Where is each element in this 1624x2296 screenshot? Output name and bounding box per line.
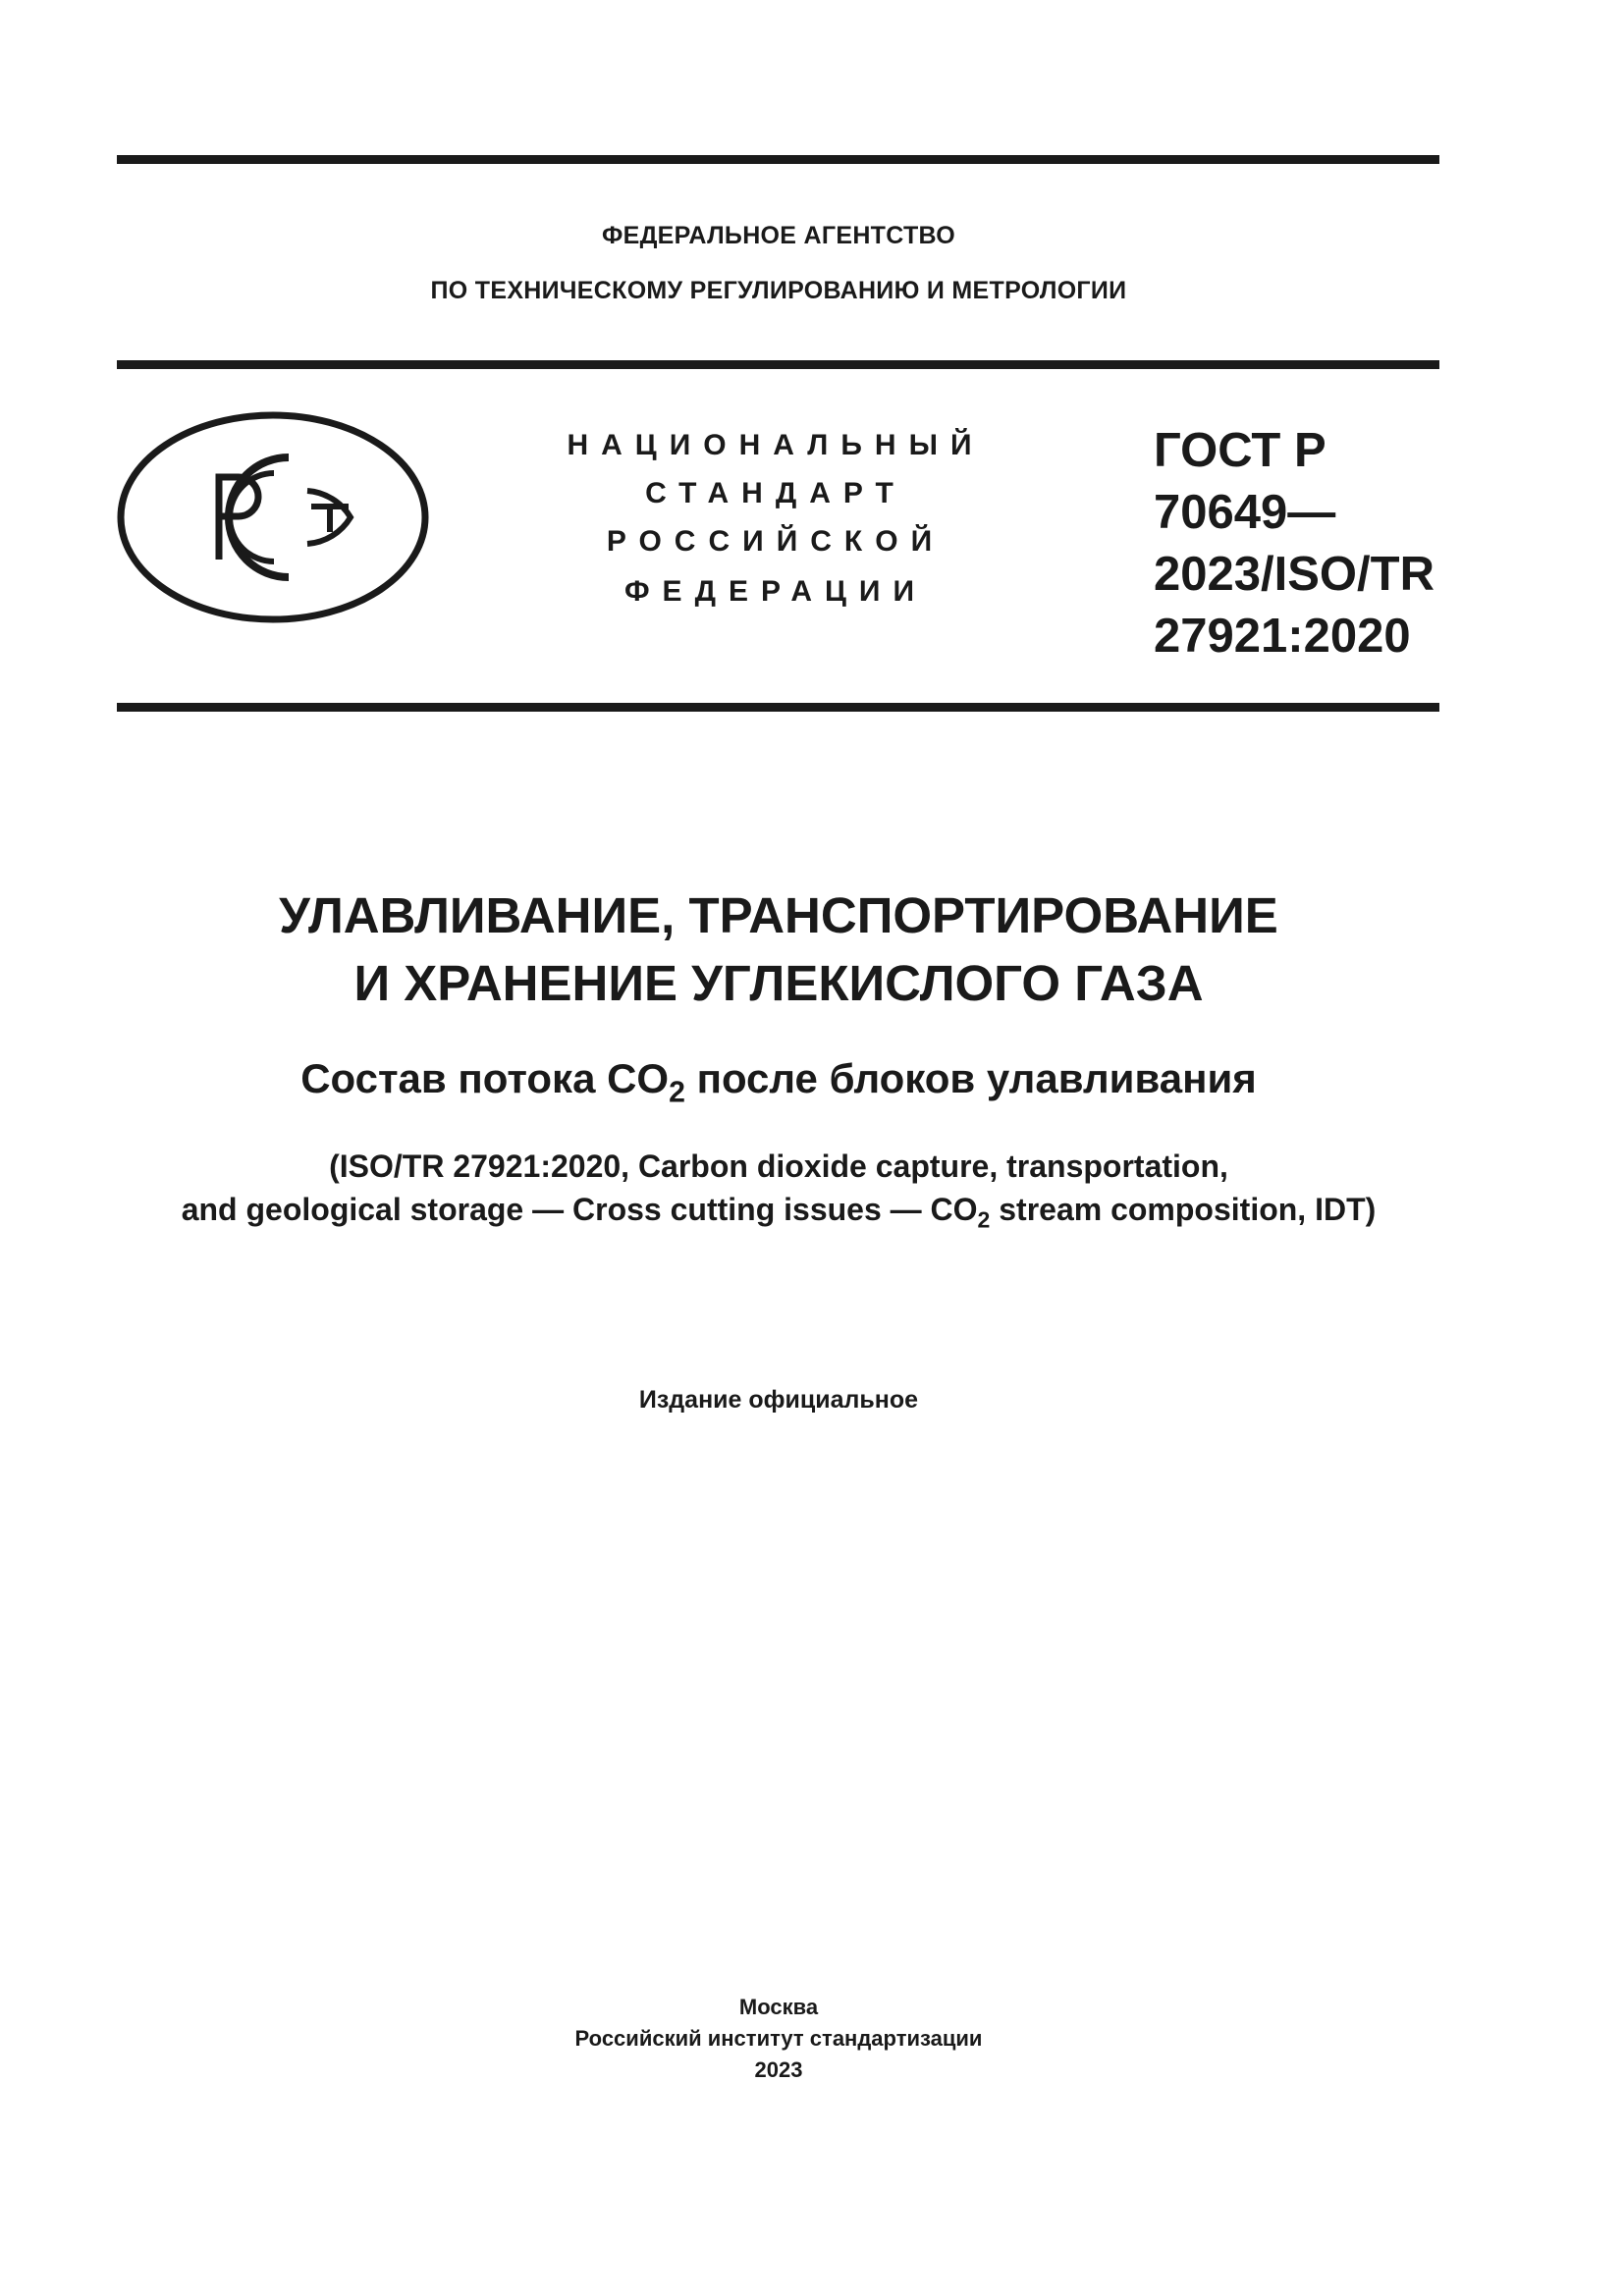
- agency-name-line2: ПО ТЕХНИЧЕСКОМУ РЕГУЛИРОВАНИЮ И МЕТРОЛОГИИ: [430, 277, 1127, 304]
- designation-line1: ГОСТ Р: [1154, 424, 1326, 477]
- bottom-divider: [117, 703, 1439, 712]
- document-title-line1: УЛАВЛИВАНИЕ, ТРАНСПОРТИРОВАНИЕ: [279, 887, 1278, 943]
- designation-line2: 70649—: [1154, 486, 1336, 539]
- document-subtitle: [0, 1055, 1557, 1109]
- origin-line2-before: and geological storage — Cross cutting issues — CO: [181, 1192, 978, 1227]
- origin-line2-subscript: 2: [977, 1206, 991, 1233]
- middle-divider: [117, 360, 1439, 369]
- designation-line4: 27921:2020: [1154, 610, 1411, 663]
- footer-year: 2023: [754, 2057, 803, 2082]
- edition-label: Издание официальное: [638, 1386, 919, 1414]
- agency-name-line1: ФЕДЕРАЛЬНОЕ АГЕНТСТВО: [601, 222, 956, 249]
- standard-type-line3: РОССИЙСКОЙ: [606, 525, 946, 558]
- designation-line3: 2023/ISO/TR: [1154, 548, 1435, 601]
- origin-line1: (ISO/TR 27921:2020, Carbon dioxide capture, transportation,: [329, 1148, 1228, 1184]
- rst-certification-mark-icon: [117, 410, 429, 624]
- footer-city: Москва: [738, 1995, 819, 2019]
- standard-type-line1: НАЦИОНАЛЬНЫЙ: [567, 429, 985, 461]
- origin-line2-after: stream composition, IDT): [990, 1192, 1377, 1227]
- standard-type-line4: ФЕДЕРАЦИИ: [623, 575, 928, 608]
- subtitle-subscript: 2: [669, 1076, 685, 1109]
- origin-line2: [0, 1192, 1557, 1233]
- subtitle-text-after: после блоков улавливания: [684, 1055, 1257, 1101]
- subtitle-text-before: Состав потока CO: [300, 1055, 670, 1101]
- document-title-line2: И ХРАНЕНИЕ УГЛЕКИСЛОГО ГАЗА: [353, 955, 1204, 1011]
- footer-publisher: Российский институт стандартизации: [574, 2026, 983, 2051]
- top-divider: [117, 155, 1439, 164]
- standard-type-line2: СТАНДАРТ: [645, 477, 906, 509]
